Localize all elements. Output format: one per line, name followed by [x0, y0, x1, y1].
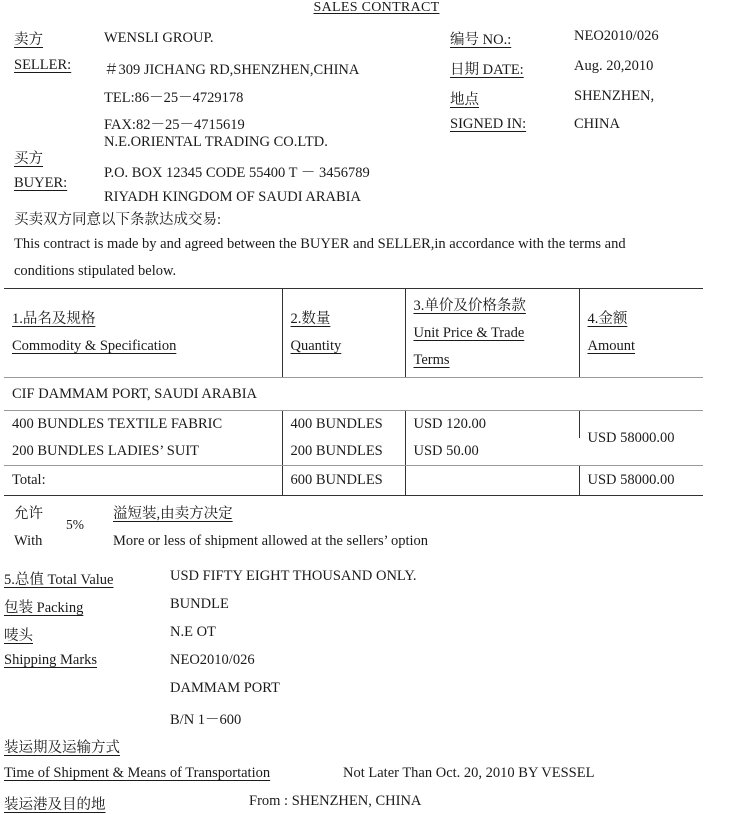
total-value: USD FIFTY EIGHT THOUSAND ONLY.: [170, 568, 417, 584]
seller-label-en: SELLER:: [14, 57, 72, 73]
allowance-desc-cn: 溢短装,由卖方决定: [113, 506, 233, 522]
document-title: SALES CONTRACT: [313, 0, 440, 15]
header-commodity: 1.品名及规格 Commodity & Specification: [4, 289, 282, 378]
allowance-desc-en: More or less of shipment allowed at the sellers’ option: [113, 533, 429, 549]
allowance-percent: 5%: [66, 517, 84, 532]
marks-line3: DAMMAM PORT: [170, 680, 280, 696]
table-header-row: [4, 289, 703, 378]
packing-label: 包装 Packing: [4, 600, 84, 616]
seller-address: ＃309 JICHANG RD,SHENZHEN,CHINA: [104, 62, 360, 78]
buyer-country: RIYADH KINGDOM OF SAUDI ARABIA: [104, 189, 361, 205]
header-unit-price: 3.单价及价格条款 Unit Price & Trade Terms: [405, 289, 579, 378]
header-quantity: 2.数量 Quantity: [282, 289, 405, 378]
buyer-label-cn: 买方: [14, 151, 43, 167]
signed-in-label: SIGNED IN:: [450, 116, 527, 132]
signed-in-value-2: CHINA: [574, 116, 620, 132]
quantity-cell: 200 BUNDLES: [282, 438, 405, 466]
seller-fax: FAX:82－25－4715619: [104, 117, 245, 133]
shipment-label-cn: 装运期及运输方式: [4, 740, 120, 756]
marks-label-en: Shipping Marks: [4, 652, 98, 668]
allowance-en: With: [14, 533, 43, 549]
commodity-cell: 400 BUNDLES TEXTILE FABRIC: [4, 411, 282, 439]
place-label-cn: 地点: [450, 92, 479, 108]
price-cell: USD 120.00: [405, 411, 579, 439]
allowance-cn: 允许: [14, 506, 43, 522]
contract-no-label: 编号 NO.:: [450, 32, 512, 48]
marks-label-cn: 唛头: [4, 628, 33, 644]
shipment-value: Not Later Than Oct. 20, 2010 BY VESSEL: [343, 765, 595, 781]
total-value-label: 5.总值 Total Value: [4, 572, 114, 588]
port-terms: CIF DAMMAM PORT, SAUDI ARABIA: [4, 378, 703, 411]
quantity-cell: 400 BUNDLES: [282, 411, 405, 439]
seller-label-cn: 卖方: [14, 32, 43, 48]
agreement-cn: 买卖双方同意以下条款达成交易:: [14, 212, 222, 228]
table-row: [4, 411, 703, 439]
port-label-cn: 装运港及目的地: [4, 797, 106, 813]
price-cell: USD 50.00: [405, 438, 579, 466]
packing-value: BUNDLE: [170, 596, 229, 612]
agreement-en-line2: conditions stipulated below.: [14, 263, 177, 279]
commodity-cell: 200 BUNDLES LADIES’ SUIT: [4, 438, 282, 466]
total-amount: USD 58000.00: [579, 466, 703, 496]
signed-in-value-1: SHENZHEN,: [574, 88, 655, 104]
seller-tel: TEL:86－25－4729178: [104, 90, 244, 106]
total-label: Total:: [4, 466, 282, 496]
amount-cell: USD 58000.00: [579, 411, 703, 466]
buyer-label-en: BUYER:: [14, 175, 68, 191]
buyer-address: P.O. BOX 12345 CODE 55400 T － 3456789: [104, 165, 370, 181]
date-value: Aug. 20,2010: [574, 58, 654, 74]
marks-line4: B/N 1－600: [170, 712, 242, 728]
goods-table: [4, 288, 703, 496]
total-quantity: 600 BUNDLES: [282, 466, 405, 496]
marks-line2: NEO2010/026: [170, 652, 255, 668]
buyer-name: N.E.ORIENTAL TRADING CO.LTD.: [104, 134, 328, 150]
seller-name: WENSLI GROUP.: [104, 30, 214, 46]
agreement-en-line1: This contract is made by and agreed between the BUYER and SELLER,in accordance with the terms and: [14, 236, 626, 252]
table-row-port: [4, 378, 703, 411]
marks-line1: N.E OT: [170, 624, 216, 640]
date-label: 日期 DATE:: [450, 62, 524, 78]
total-price-empty: [405, 466, 579, 496]
table-total-row: [4, 466, 703, 496]
shipment-label-en: Time of Shipment & Means of Transportation: [4, 765, 271, 781]
header-amount: 4.金额 Amount: [579, 289, 703, 378]
contract-no-value: NEO2010/026: [574, 28, 659, 44]
port-value: From : SHENZHEN, CHINA: [249, 793, 422, 809]
